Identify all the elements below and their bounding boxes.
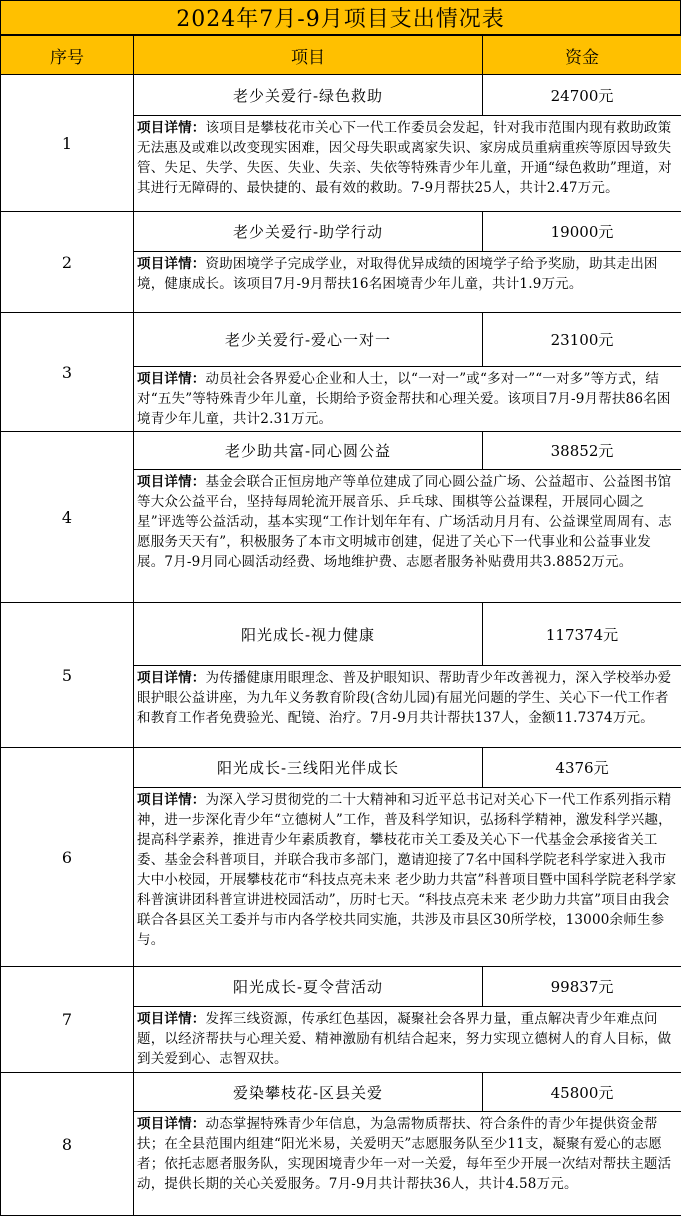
detail-label: 项目详情：: [137, 371, 206, 387]
expense-table: [0, 35, 681, 1216]
project-amount: 23100元: [483, 313, 681, 367]
project-name: 老少助共富-同心圆公益: [134, 432, 483, 470]
project-amount: 24700元: [483, 75, 681, 116]
project-row: [1, 748, 681, 788]
project-row: [1, 313, 681, 367]
project-name: 阳光成长-视力健康: [134, 603, 483, 666]
project-name: 老少关爱行-绿色救助: [134, 75, 483, 116]
detail-label: 项目详情：: [137, 792, 206, 808]
detail-label: 项目详情：: [137, 120, 206, 136]
project-amount: 99837元: [483, 967, 681, 1007]
row-number: 6: [1, 748, 134, 967]
header-amount: 资金: [483, 36, 681, 75]
project-row: [1, 75, 681, 116]
detail-text: 为深入学习贯彻党的二十大精神和习近平总书记对关心下一代工作系列指示精神，进一步深化青少年“立德树人”工作，普及科学知识，弘扬科学精神，激发科学兴趣，提高科学素养，推进青少年素质教育，攀枝花市关工委及关心下一代基金会承接省关工委、基金会科普项目，并联合我市多部门，邀请迎接了7名中国科学院老科学家进入我市大中小校园，开展攀枝花市“科技点亮未来 老少助力共富”科普项目暨中国科学院老科学家科普演讲团科普宣讲进校园活动”，历时七天。“科技点亮未来 老少助力共富”项目由我会联合各县区关工委并与市内各学校共同实施，共涉及市县区30所学校，13000余师生参与。: [137, 792, 677, 948]
project-row: [1, 1073, 681, 1112]
project-detail: [134, 788, 681, 967]
detail-text: 该项目是攀枝花市关心下一代工作委员会发起，针对我市范围内现有救助政策无法惠及或难以改变现实困难，因父母失职或离家失识、家房成员重病重疾等原因导致失管、失足、失学、失医、失业、失亲、失依等特殊青少年儿童，开通“绿色救助”理道，对其进行无障碍的、最快捷的、最有效的救助。7-9月帮扶25人，共计2.47万元。: [137, 120, 672, 196]
detail-text: 动态掌握特殊青少年信息，为急需物质帮扶、符合条件的青少年提供资金帮扶；在全县范围内组建“阳光米易，关爱明天”志愿服务队至少11支，凝聚有爱心的志愿者；依托志愿者服务队，实现困境青少年一对一关爱，每年至少开展一次结对帮扶主题活动，提供长期的关心关爱服务。7月-9月共计帮扶36人，共计4.58万元。: [137, 1116, 672, 1192]
row-number: 8: [1, 1073, 134, 1216]
project-detail: [134, 666, 681, 748]
row-number: 7: [1, 967, 134, 1073]
project-amount: 117374元: [483, 603, 681, 666]
project-row: [1, 967, 681, 1007]
project-row: [1, 212, 681, 252]
project-name: 老少关爱行-爱心一对一: [134, 313, 483, 367]
project-detail: [134, 1112, 681, 1216]
header-row: [1, 36, 681, 75]
row-number: 4: [1, 432, 134, 603]
row-number: 2: [1, 212, 134, 313]
detail-label: 项目详情：: [137, 474, 206, 490]
project-name: 老少关爱行-助学行动: [134, 212, 483, 252]
project-amount: 38852元: [483, 432, 681, 470]
detail-text: 为传播健康用眼理念、普及护眼知识、帮助青少年改善视力，深入学校举办爱眼护眼公益讲座，为九年义务教育阶段(含幼儿园)有屈光问题的学生、关心下一代工作者和教育工作者免费验光、配镜、治疗。7月-9月共计帮扶137人，金额11.7374万元。: [137, 670, 672, 726]
project-detail: [134, 1007, 681, 1073]
project-detail: [134, 252, 681, 313]
project-row: [1, 603, 681, 666]
project-detail: [134, 367, 681, 432]
detail-text: 发挥三线资源，传承红色基因，凝聚社会各界力量，重点解决青少年难点问题，以经济帮扶与心理关爱、精神激励有机结合起来，努力实现立德树人的育人目标，做到关爱到心、志智双扶。: [137, 1011, 672, 1067]
header-item: 项目: [134, 36, 483, 75]
project-amount: 45800元: [483, 1073, 681, 1112]
project-name: 阳光成长-三线阳光伴成长: [134, 748, 483, 788]
row-number: 5: [1, 603, 134, 748]
project-name: 爱染攀枝花-区县关爱: [134, 1073, 483, 1112]
detail-label: 项目详情：: [137, 1011, 206, 1027]
detail-text: 基金会联合正恒房地产等单位建成了同心圆公益广场、公益超市、公益图书馆等大众公益平台，坚持每周轮流开展音乐、乒乓球、围棋等公益课程，开展同心圆之星”评选等公益活动，基本实现“工作计划年年有、广场活动月月有、公益课堂周周有、志愿服务天天有”，积极服务了本市文明城市创建，促进了关心下一代事业和公益事业发展。7月-9月同心圆活动经费、场地维护费、志愿者服务补贴费用共3.8852万元。: [137, 474, 672, 570]
detail-label: 项目详情：: [137, 670, 206, 686]
header-no: 序号: [1, 36, 134, 75]
detail-label: 项目详情：: [137, 256, 206, 272]
project-row: [1, 432, 681, 470]
detail-text: 动员社会各界爱心企业和人士，以“一对一”或“多对一”“一对多”等方式，结对“五失”等特殊青少年儿童，长期给予资金帮扶和心理关爱。该项目7月-9月帮扶86名困境青少年儿童，共计2.31万元。: [137, 371, 671, 427]
project-name: 阳光成长-夏令营活动: [134, 967, 483, 1007]
sheet-title: 2024年7月-9月项目支出情况表: [0, 0, 681, 35]
project-amount: 19000元: [483, 212, 681, 252]
row-number: 3: [1, 313, 134, 432]
detail-text: 资助困境学子完成学业，对取得优异成绩的困境学子给予奖励，助其走出困境，健康成长。该项目7月-9月帮扶16名困境青少年儿童，共计1.9万元。: [137, 256, 658, 292]
row-number: 1: [1, 75, 134, 212]
project-detail: [134, 116, 681, 212]
detail-label: 项目详情：: [137, 1116, 206, 1132]
project-amount: 4376元: [483, 748, 681, 788]
project-detail: [134, 470, 681, 603]
